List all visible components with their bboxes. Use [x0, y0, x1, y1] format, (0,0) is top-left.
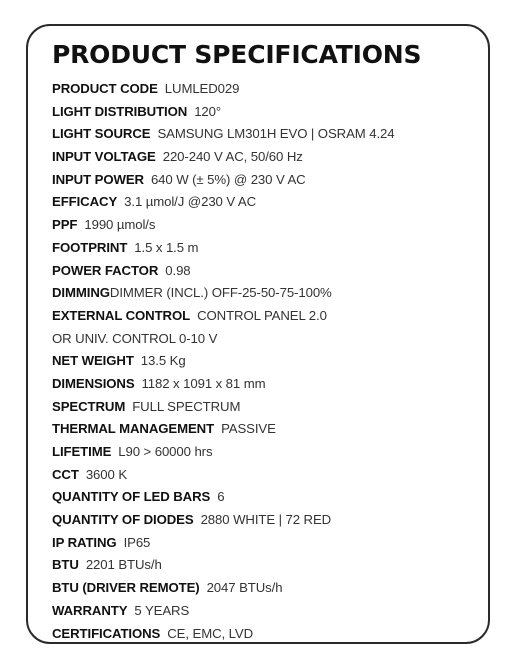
spec-row-power-factor	[52, 260, 477, 283]
spec-label: WARRANTY	[52, 602, 128, 618]
spec-label: EXTERNAL CONTROL	[52, 307, 191, 323]
spec-row-footprint	[52, 237, 477, 260]
spec-label: LIFETIME	[52, 444, 112, 459]
spec-value: IP65	[123, 534, 151, 550]
spec-label: EFFICACY	[52, 194, 118, 210]
spec-value: 2201 BTUs/h	[85, 557, 162, 573]
spec-row-ppf	[52, 214, 477, 237]
spec-value: PASSIVE	[221, 421, 276, 437]
spec-value: 1182 x 1091 x 81 mm	[141, 375, 266, 391]
spec-value: 220-240 V AC, 50/60 Hz	[162, 149, 303, 165]
spec-row-spectrum	[52, 396, 477, 419]
spec-value: 3.1 µmol/J @230 V AC	[124, 194, 257, 210]
spec-value: SAMSUNG LM301H EVO | OSRAM 4.24	[157, 126, 395, 142]
spec-value: 2880 WHITE | 72 RED	[200, 512, 332, 528]
spec-row-external-control-continued	[52, 328, 477, 351]
spec-label: CERTIFICATIONS	[52, 625, 161, 641]
spec-row-thermal-management	[52, 418, 477, 441]
spec-label: PPF	[52, 217, 78, 233]
spec-value: FULL SPECTRUM	[132, 398, 241, 414]
spec-value: 13.5 Kg	[140, 353, 186, 369]
spec-label: INPUT POWER	[52, 171, 144, 187]
spec-row-input-power	[52, 169, 477, 192]
spec-label: THERMAL MANAGEMENT	[52, 421, 215, 437]
spec-row-btu	[52, 554, 477, 577]
spec-value: 1990 µmol/s	[84, 217, 156, 233]
spec-value: 3600 K	[85, 466, 128, 482]
spec-label: SPECTRUM	[52, 398, 126, 414]
spec-value: L90 > 60000 hrs	[118, 444, 213, 459]
spec-row-efficacy	[52, 191, 477, 214]
spec-value: 6	[217, 489, 225, 505]
spec-value: 120°	[194, 103, 222, 119]
spec-row-dimming	[52, 282, 477, 305]
spec-value: 0.98	[165, 262, 191, 278]
spec-row-quantity-of-diodes	[52, 509, 477, 532]
spec-row-lifetime	[52, 441, 477, 464]
spec-label: IP RATING	[52, 534, 117, 550]
spec-row-quantity-of-led-bars	[52, 486, 477, 509]
spec-label: LIGHT SOURCE	[52, 126, 151, 142]
spec-value: 1.5 x 1.5 m	[134, 239, 199, 255]
spec-label: BTU (DRIVER REMOTE)	[52, 580, 200, 596]
spec-value: LUMLED029	[164, 81, 240, 96]
spec-value: 5 YEARS	[134, 602, 190, 618]
spec-row-input-voltage	[52, 146, 477, 169]
page-title: PRODUCT SPECIFICATIONS	[52, 40, 422, 69]
spec-value: 640 W (± 5%) @ 230 V AC	[150, 171, 306, 187]
spec-row-btu-driver-remote	[52, 577, 477, 600]
spec-label: CCT	[52, 466, 79, 482]
spec-label: DIMENSIONS	[52, 375, 135, 391]
spec-value: OR UNIV. CONTROL 0-10 V	[52, 330, 218, 346]
spec-label: POWER FACTOR	[52, 262, 159, 278]
spec-card	[26, 24, 490, 644]
spec-row-cct	[52, 464, 477, 487]
spec-label: QUANTITY OF LED BARS	[52, 489, 211, 505]
spec-list	[52, 78, 477, 645]
spec-label: BTU	[52, 557, 79, 573]
spec-label: LIGHT DISTRIBUTION	[52, 103, 188, 119]
spec-row-ip-rating	[52, 532, 477, 555]
spec-label: NET WEIGHT	[52, 353, 134, 369]
spec-row-net-weight	[52, 350, 477, 373]
spec-value: CONTROL PANEL 2.0	[197, 307, 327, 323]
spec-value: 2047 BTUs/h	[206, 580, 283, 596]
spec-row-light-source	[52, 123, 477, 146]
spec-row-dimensions	[52, 373, 477, 396]
spec-label: DIMMING	[52, 285, 110, 301]
spec-label: INPUT VOLTAGE	[52, 149, 156, 165]
spec-row-product-code	[52, 78, 477, 101]
spec-value: DIMMER (INCL.) OFF-25-50-75-100%	[109, 285, 332, 301]
spec-value: CE, EMC, LVD	[167, 625, 254, 641]
spec-label: PRODUCT CODE	[52, 81, 158, 96]
spec-row-warranty	[52, 600, 477, 623]
spec-label: FOOTPRINT	[52, 239, 128, 255]
spec-row-external-control	[52, 305, 477, 328]
spec-row-light-distribution	[52, 101, 477, 124]
spec-label: QUANTITY OF DIODES	[52, 512, 194, 528]
spec-row-certifications	[52, 623, 477, 646]
